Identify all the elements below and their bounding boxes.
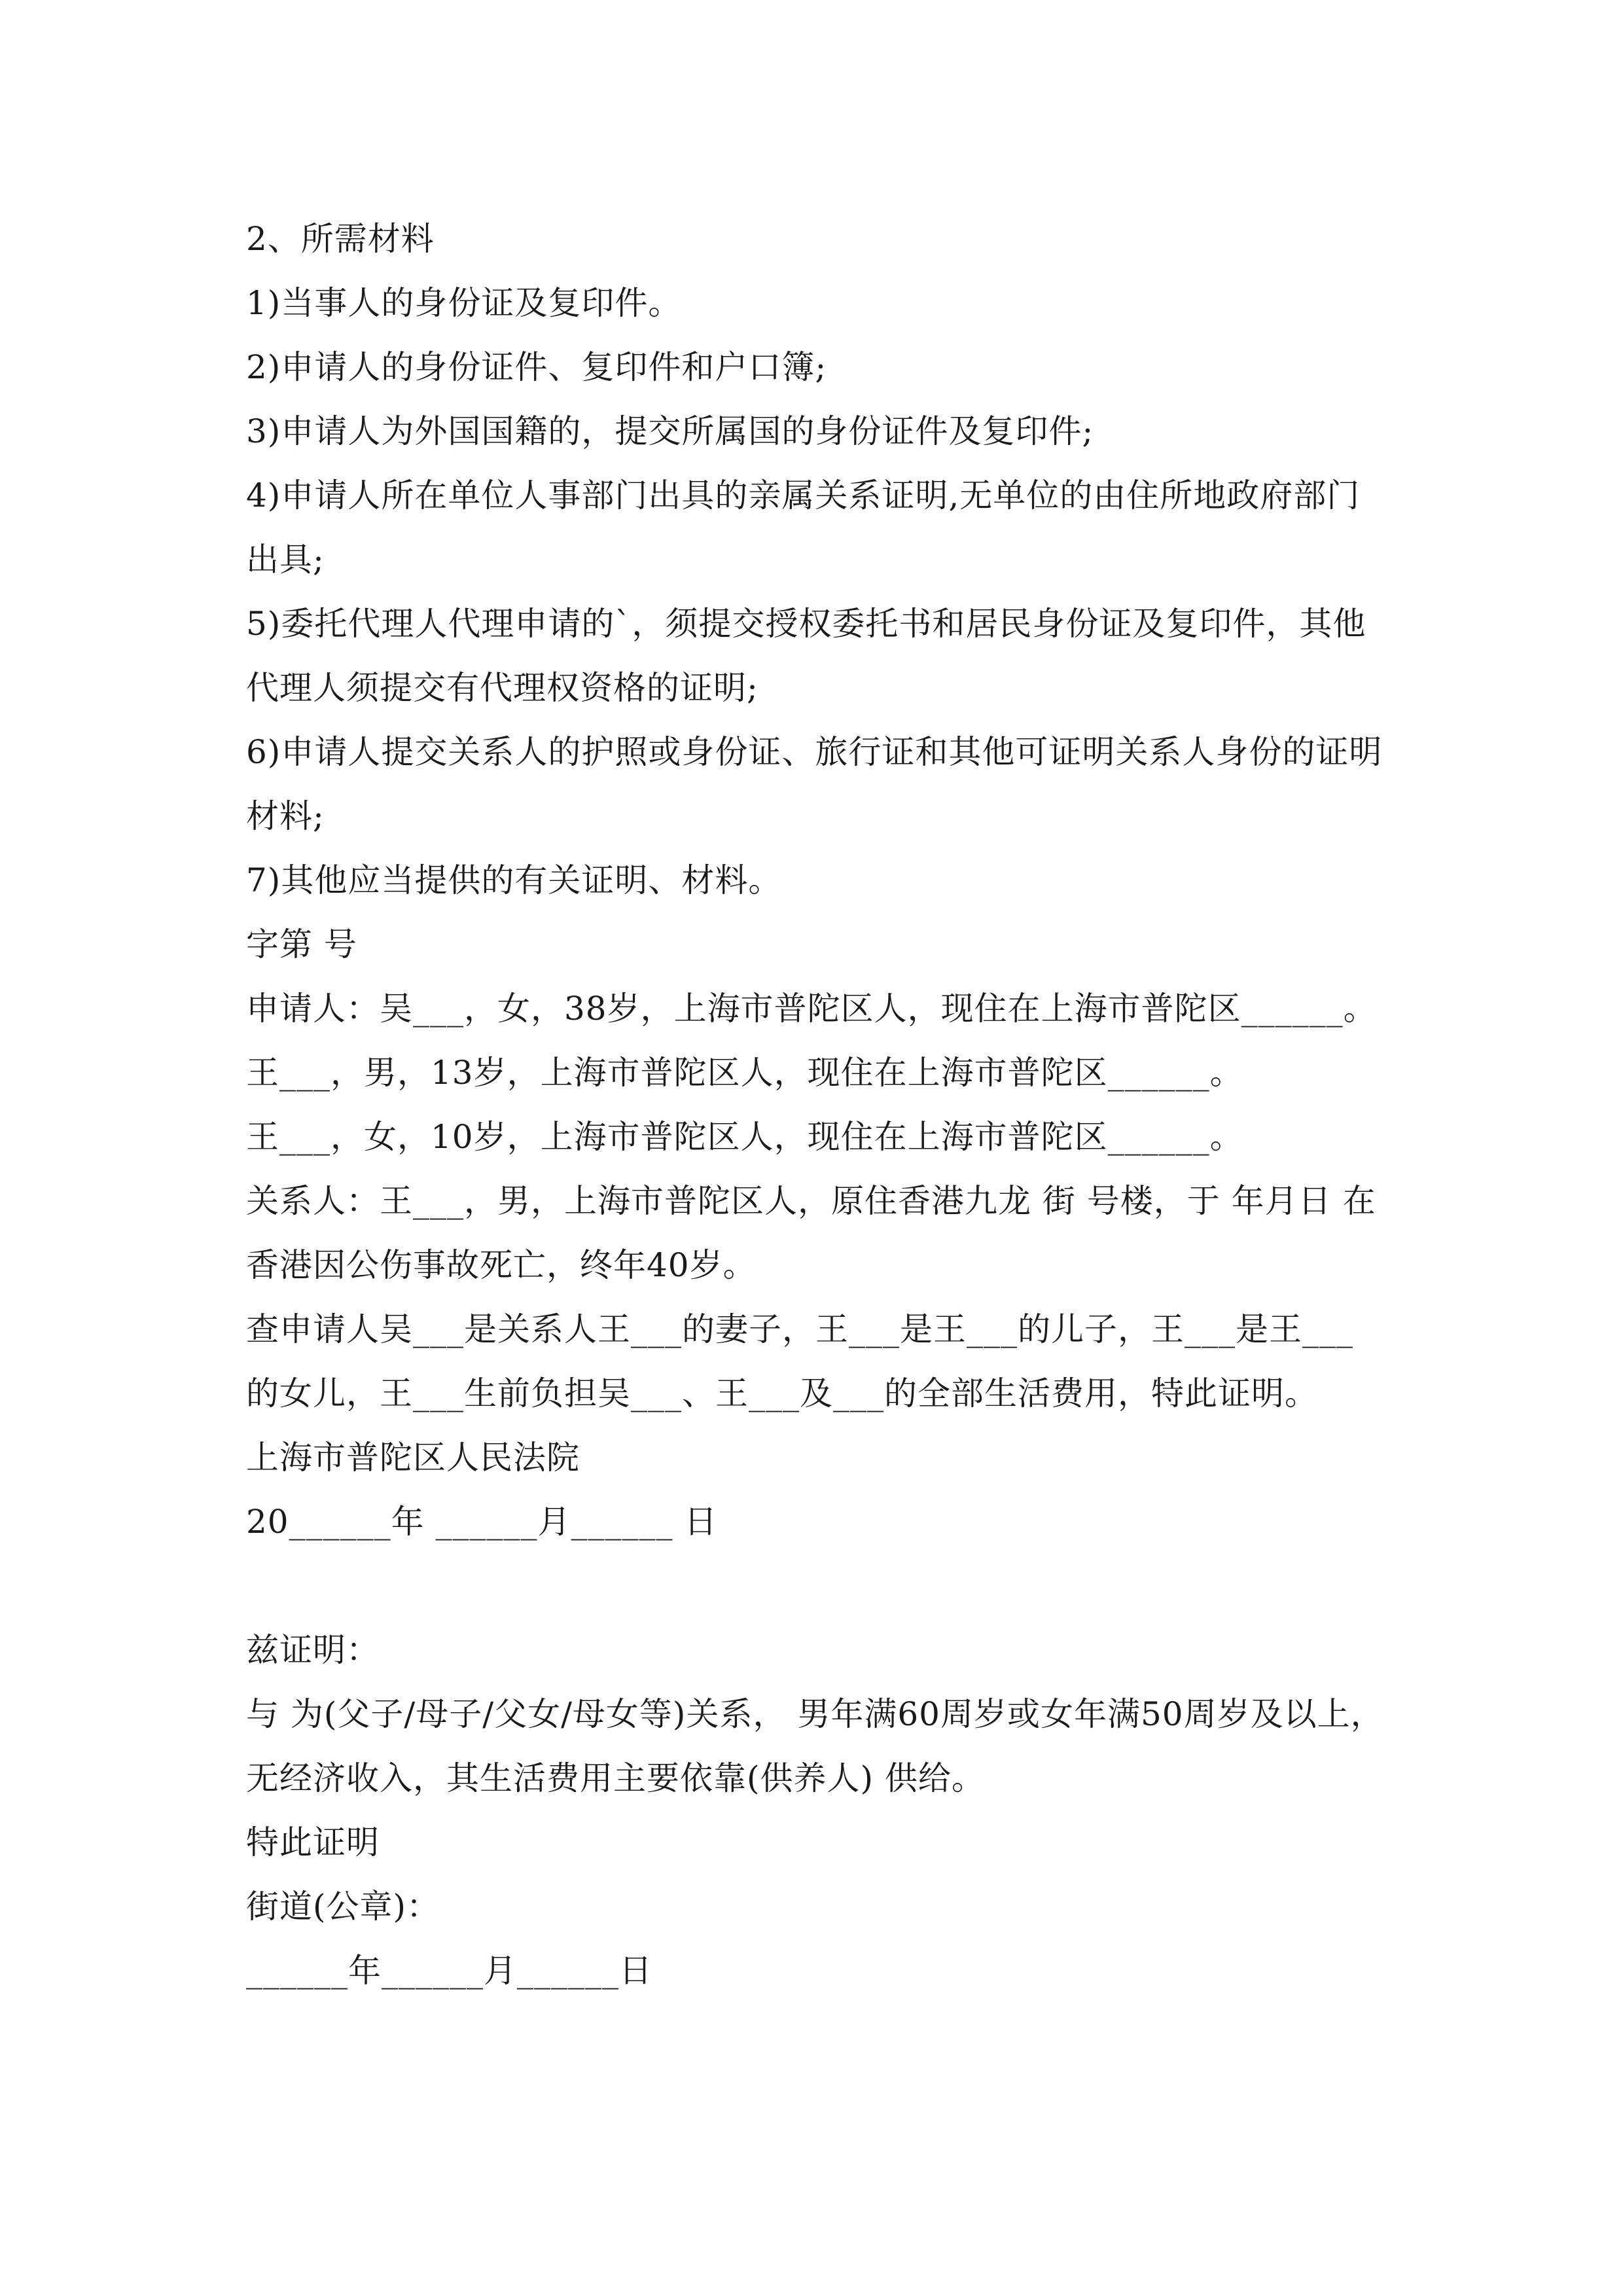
materials-item-5: 5)委托代理人代理申请的`，须提交授权委托书和居民身份证及复印件，其他代理人须提交有代理权资格的证明; (246, 605, 1366, 707)
applicant-line-1: 申请人：吴___，女，38岁，上海市普陀区人，现住在上海市普陀区______。 (246, 990, 1377, 1028)
support-proof-section (246, 1618, 1385, 2003)
document-body (246, 207, 1385, 2003)
finding-paragraph: 查申请人吴___是关系人王___的妻子，王___是王___的儿子，王___是王___的女儿，王___生前负担吴___、王___及___的全部生活费用，特此证明。 (246, 1310, 1353, 1412)
support-proof-body: 与 为(父子/母子/父女/母女等)关系， 男年满60周岁或女年满50周岁及以上，无经济收入，其生活费用主要依靠(供养人) 供给。 (246, 1695, 1384, 1797)
materials-item-7: 7)其他应当提供的有关证明、材料。 (246, 861, 782, 899)
materials-heading: 2、所需材料 (246, 220, 435, 258)
relation-person-paragraph: 关系人：王___，男，上海市普陀区人，原住香港九龙 街 号楼，于 年月日 在香港因公伤事故死亡，终年40岁。 (246, 1182, 1376, 1284)
materials-item-3: 3)申请人为外国国籍的，提交所属国的身份证件及复印件; (246, 412, 1094, 450)
support-proof-heading: 兹证明： (246, 1631, 380, 1669)
certificate-number-line: 字第 号 (246, 925, 357, 963)
applicant-line-3: 王___，女，10岁，上海市普陀区人，现住在上海市普陀区______。 (246, 1118, 1243, 1156)
issuer-name: 上海市普陀区人民法院 (246, 1439, 580, 1477)
materials-item-4: 4)申请人所在单位人事部门出具的亲属关系证明,无单位的由住所地政府部门出具; (246, 476, 1361, 579)
support-proof-closing: 特此证明 (246, 1823, 380, 1861)
materials-section (246, 207, 1385, 912)
section-spacer (246, 1554, 1385, 1618)
applicant-line-2: 王___，男，13岁，上海市普陀区人，现住在上海市普陀区______。 (246, 1054, 1243, 1092)
certificate-section (246, 912, 1385, 1554)
materials-item-2: 2)申请人的身份证件、复印件和户口簿; (246, 348, 827, 386)
support-proof-seal: 街道(公章)： (246, 1888, 440, 1926)
certificate-date: 20______年 ______月______ 日 (246, 1503, 718, 1541)
support-proof-date: ______年______月______日 (246, 1952, 652, 1990)
materials-item-6: 6)申请人提交关系人的护照或身份证、旅行证和其他可证明关系人身份的证明材料; (246, 733, 1383, 835)
materials-item-1: 1)当事人的身份证及复印件。 (246, 284, 682, 322)
